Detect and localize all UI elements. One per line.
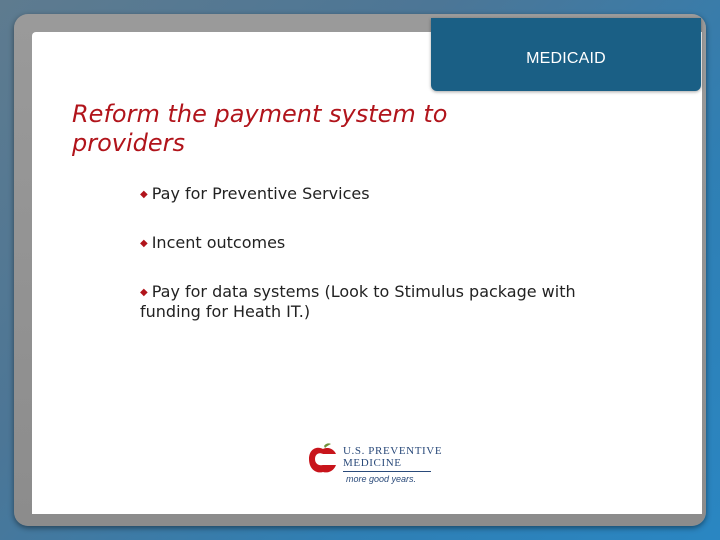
- diamond-bullet-icon: ◆: [140, 189, 148, 200]
- bullet-item: [140, 282, 600, 321]
- logo-line-1: U.S. PREVENTIVE: [343, 445, 443, 457]
- bullet-text: Incent outcomes: [151, 233, 286, 252]
- bullet-text: Pay for data systems (Look to Stimulus package with funding for Heath IT.): [140, 282, 576, 321]
- slide-title: Reform the payment system to providers: [72, 100, 448, 157]
- bullet-list: [140, 184, 600, 350]
- bullet-text: Pay for Preventive Services: [151, 184, 370, 203]
- diamond-bullet-icon: ◆: [140, 238, 148, 249]
- section-tab-label: MEDICAID: [526, 50, 606, 67]
- section-tab: [431, 18, 701, 91]
- apple-logo-icon: [306, 442, 340, 476]
- company-logo: [306, 438, 443, 490]
- diamond-bullet-icon: ◆: [140, 287, 148, 298]
- bullet-item: [140, 184, 600, 204]
- logo-line-2: MEDICINE: [343, 457, 402, 469]
- bullet-item: [140, 233, 600, 253]
- logo-divider: [343, 471, 431, 472]
- logo-tagline: more good years.: [346, 474, 417, 484]
